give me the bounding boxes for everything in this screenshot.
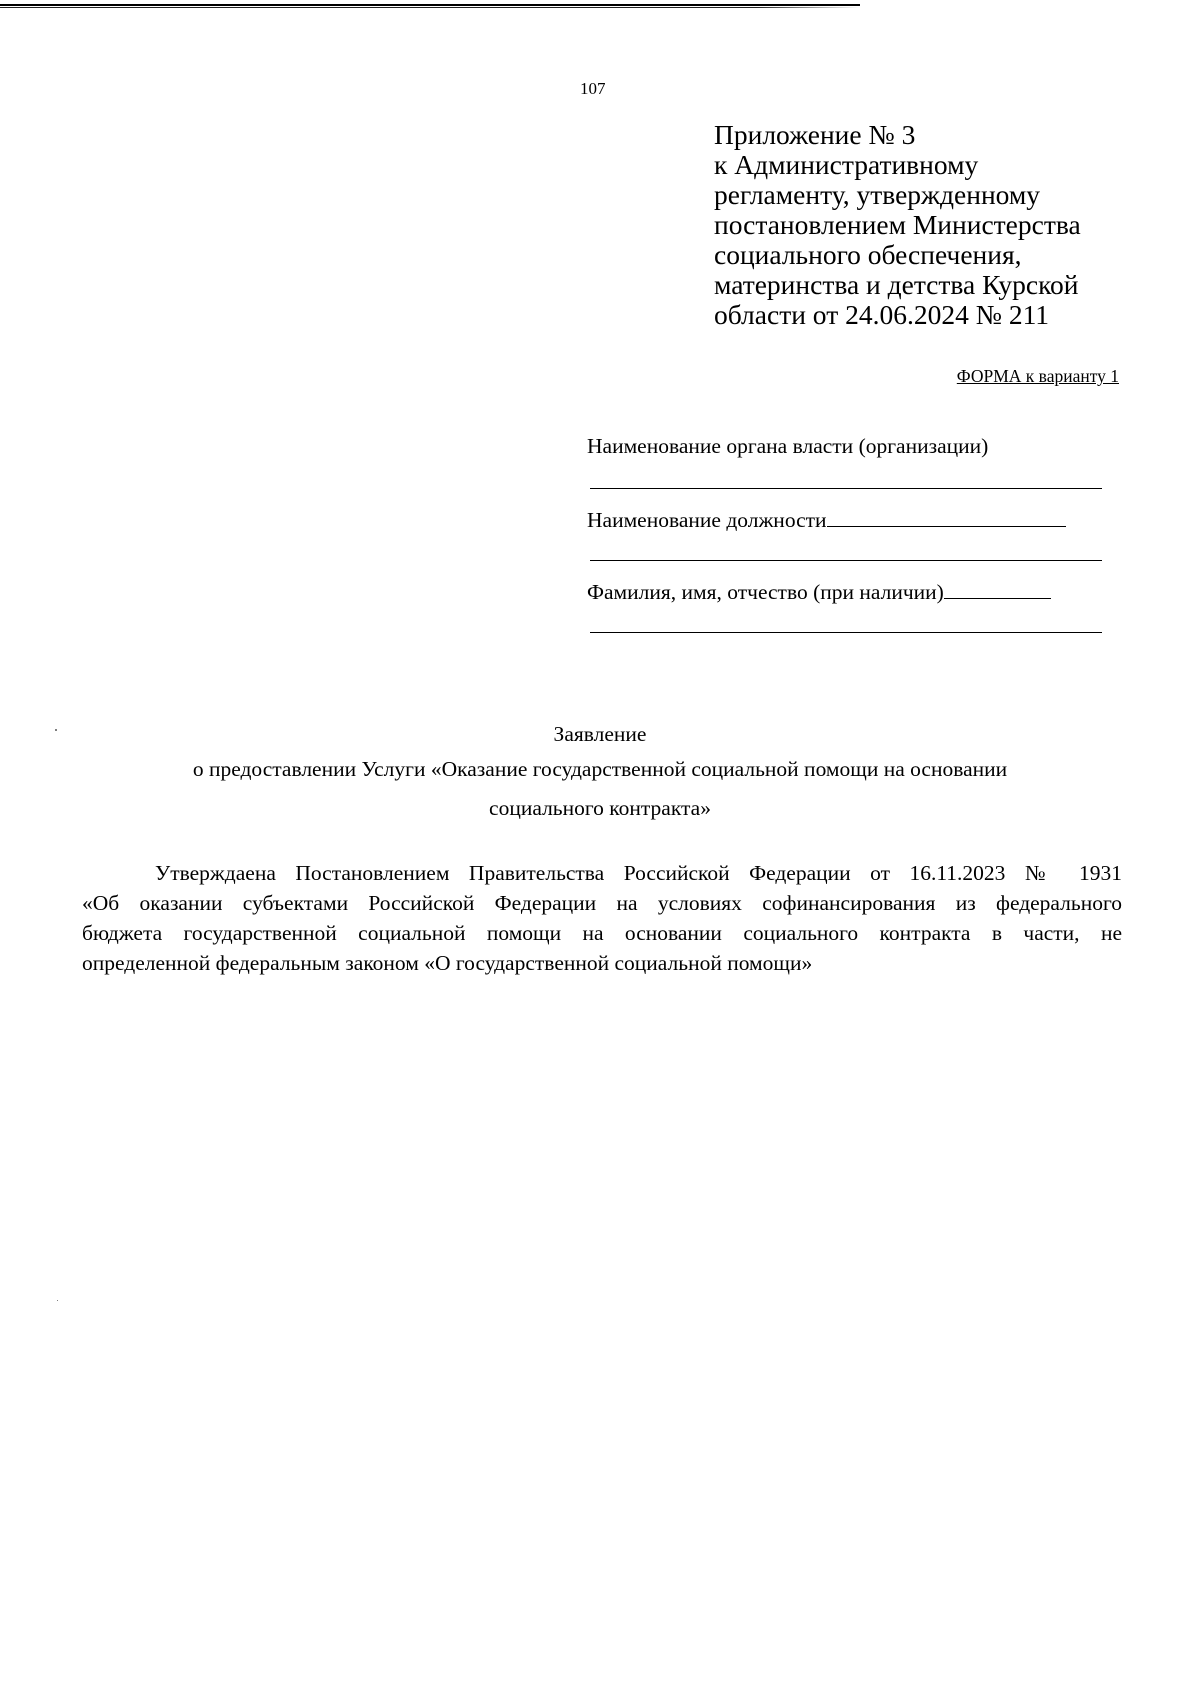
body-line: бюджета государственной социальной помощи на основании социального контракта в части, не	[82, 921, 1122, 945]
fullname-field-continuation[interactable]	[587, 608, 1107, 644]
position-label: Наименование должности	[587, 508, 827, 532]
appendix-line: области от 24.06.2024 № 211	[714, 299, 1050, 330]
addressee-block	[587, 428, 1107, 644]
fullname-row	[587, 572, 1107, 608]
authority-name-label: Наименование органа власти (организации)	[587, 434, 989, 458]
document-subtitle-line2: социального контракта»	[489, 796, 711, 820]
position-row	[587, 500, 1107, 536]
body-paragraph	[82, 858, 1122, 978]
appendix-header	[714, 120, 1134, 330]
scan-speck	[57, 1300, 58, 1301]
top-border-line-shadow	[0, 7, 860, 8]
appendix-line: социального обеспечения,	[714, 239, 1022, 270]
body-line: определенной федеральным законом «О государственной социальной помощи»	[82, 951, 813, 975]
top-border-line	[0, 4, 860, 6]
body-line: Утверждаена Постановлением Правительства Российской Федерации от 16.11.2023 № 1931	[155, 861, 1122, 885]
fullname-field[interactable]	[944, 572, 1051, 599]
page-number: 107	[580, 79, 606, 98]
form-variant-label: ФОРМА к варианту 1	[956, 366, 1119, 386]
document-subtitle-line1: о предоставлении Услуги «Оказание государственной социальной помощи на основании	[192, 757, 1008, 781]
appendix-line: материнства и детства Курской	[714, 269, 1079, 300]
appendix-line: регламенту, утвержденному	[714, 179, 1041, 210]
position-field[interactable]	[827, 500, 1066, 527]
appendix-line: Приложение № 3	[714, 119, 916, 150]
position-field-continuation[interactable]	[587, 536, 1107, 572]
fullname-label: Фамилия, имя, отчество (при наличии)	[587, 580, 944, 604]
document-title: Заявление	[553, 722, 647, 746]
appendix-line: постановлением Министерства	[714, 209, 1081, 240]
authority-name-field[interactable]	[587, 464, 1107, 500]
body-line: «Об оказании субъектами Российской Федерации на условиях софинансирования из федерального	[82, 891, 1122, 915]
appendix-line: к Административному	[714, 149, 979, 180]
